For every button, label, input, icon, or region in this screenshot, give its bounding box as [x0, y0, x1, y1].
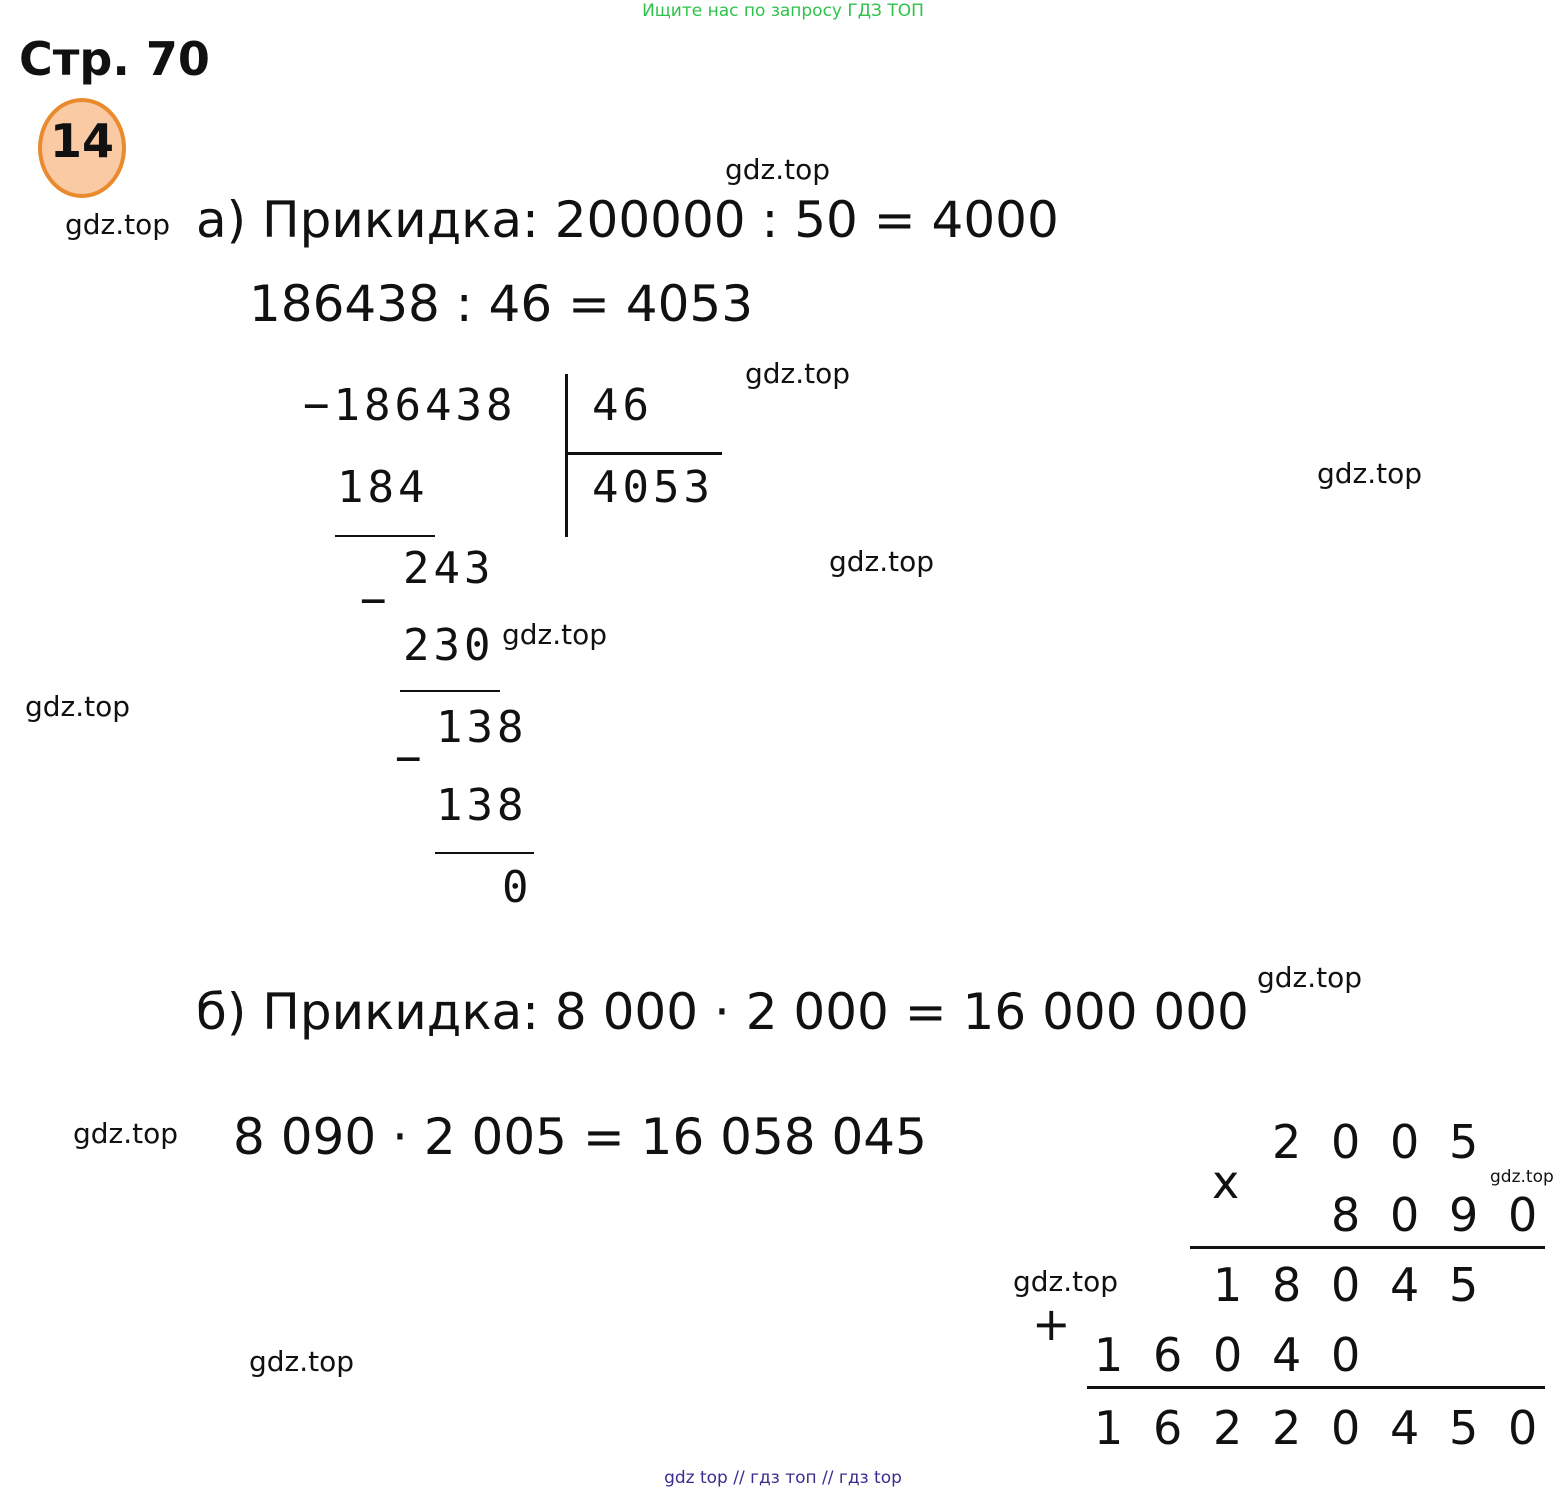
top-banner: Ищите нас по запросу ГДЗ ТОП: [642, 1, 924, 21]
watermark: gdz.top: [73, 1117, 179, 1150]
mul-digit: 2: [1272, 1115, 1302, 1169]
mul-digit: 0: [1331, 1328, 1361, 1382]
mul-digit: 4: [1390, 1401, 1420, 1455]
watermark: gdz.top: [745, 357, 851, 390]
mul-digit: 2: [1213, 1401, 1243, 1455]
division-rule: [335, 535, 435, 537]
mul-digit: 6: [1153, 1401, 1183, 1455]
division-minus-sign: −: [395, 733, 426, 784]
mul-digit: 1: [1094, 1328, 1124, 1382]
part-b-estimate: б) Прикидка: 8 000 · 2 000 = 16 000 000: [196, 983, 1249, 1041]
mul-digit: 6: [1153, 1328, 1183, 1382]
part-a-equation: 186438 : 46 = 4053: [249, 275, 754, 333]
mul-digit: 0: [1390, 1188, 1420, 1242]
mul-digit: 8: [1331, 1188, 1361, 1242]
watermark: gdz.top: [249, 1345, 355, 1378]
multiplication-sign: x: [1212, 1155, 1240, 1209]
watermark: gdz.top: [502, 618, 608, 651]
watermark: gdz.top: [1257, 961, 1363, 994]
mul-digit: 0: [1508, 1401, 1538, 1455]
watermark: gdz.top: [725, 153, 831, 186]
mul-digit: 2: [1272, 1401, 1302, 1455]
mul-digit: 1: [1094, 1401, 1124, 1455]
multiplication-result-rule: [1087, 1386, 1545, 1389]
watermark: gdz.top: [1490, 1167, 1554, 1187]
division-step3-remainder: 138: [436, 702, 528, 753]
watermark: gdz.top: [1013, 1265, 1119, 1298]
page-title: Стр. 70: [19, 32, 210, 86]
division-quotient-bar: [565, 452, 722, 455]
division-step2-subtrahend: 230: [403, 620, 495, 671]
division-vertical-bar: [565, 374, 568, 537]
mul-digit: 4: [1390, 1258, 1420, 1312]
watermark: gdz.top: [829, 545, 935, 578]
multiplication-rule: [1190, 1246, 1545, 1249]
mul-digit: 5: [1449, 1401, 1479, 1455]
division-minus-sign: −: [360, 575, 391, 626]
division-step2-remainder: 243: [403, 543, 495, 594]
mul-digit: 0: [1331, 1115, 1361, 1169]
mul-digit: 5: [1449, 1258, 1479, 1312]
mul-digit: 0: [1213, 1328, 1243, 1382]
watermark: gdz.top: [65, 208, 171, 241]
division-remainder: 0: [502, 862, 533, 913]
division-quotient: 4053: [592, 462, 714, 513]
footer-links: gdz top // гдз топ // гдз top: [664, 1468, 902, 1488]
mul-digit: 9: [1449, 1188, 1479, 1242]
task-number: 14: [49, 114, 114, 168]
division-rule: [435, 852, 534, 854]
mul-digit: 4: [1272, 1328, 1302, 1382]
mul-digit: 0: [1390, 1115, 1420, 1169]
mul-digit: 5: [1449, 1115, 1479, 1169]
part-a-estimate: а) Прикидка: 200000 : 50 = 4000: [196, 191, 1059, 249]
mul-digit: 0: [1331, 1401, 1361, 1455]
division-divisor: 46: [592, 380, 653, 431]
division-rule: [400, 690, 500, 692]
division-step3-subtrahend: 138: [436, 780, 528, 831]
mul-digit: 0: [1331, 1258, 1361, 1312]
division-step1-subtrahend: 184: [337, 462, 429, 513]
mul-digit: 8: [1272, 1258, 1302, 1312]
part-b-equation: 8 090 · 2 005 = 16 058 045: [233, 1108, 927, 1166]
mul-digit: 0: [1508, 1188, 1538, 1242]
mul-digit: 1: [1213, 1258, 1243, 1312]
watermark: gdz.top: [25, 690, 131, 723]
division-dividend: −186438: [303, 380, 517, 431]
addition-sign: +: [1032, 1297, 1071, 1351]
watermark: gdz.top: [1317, 457, 1423, 490]
